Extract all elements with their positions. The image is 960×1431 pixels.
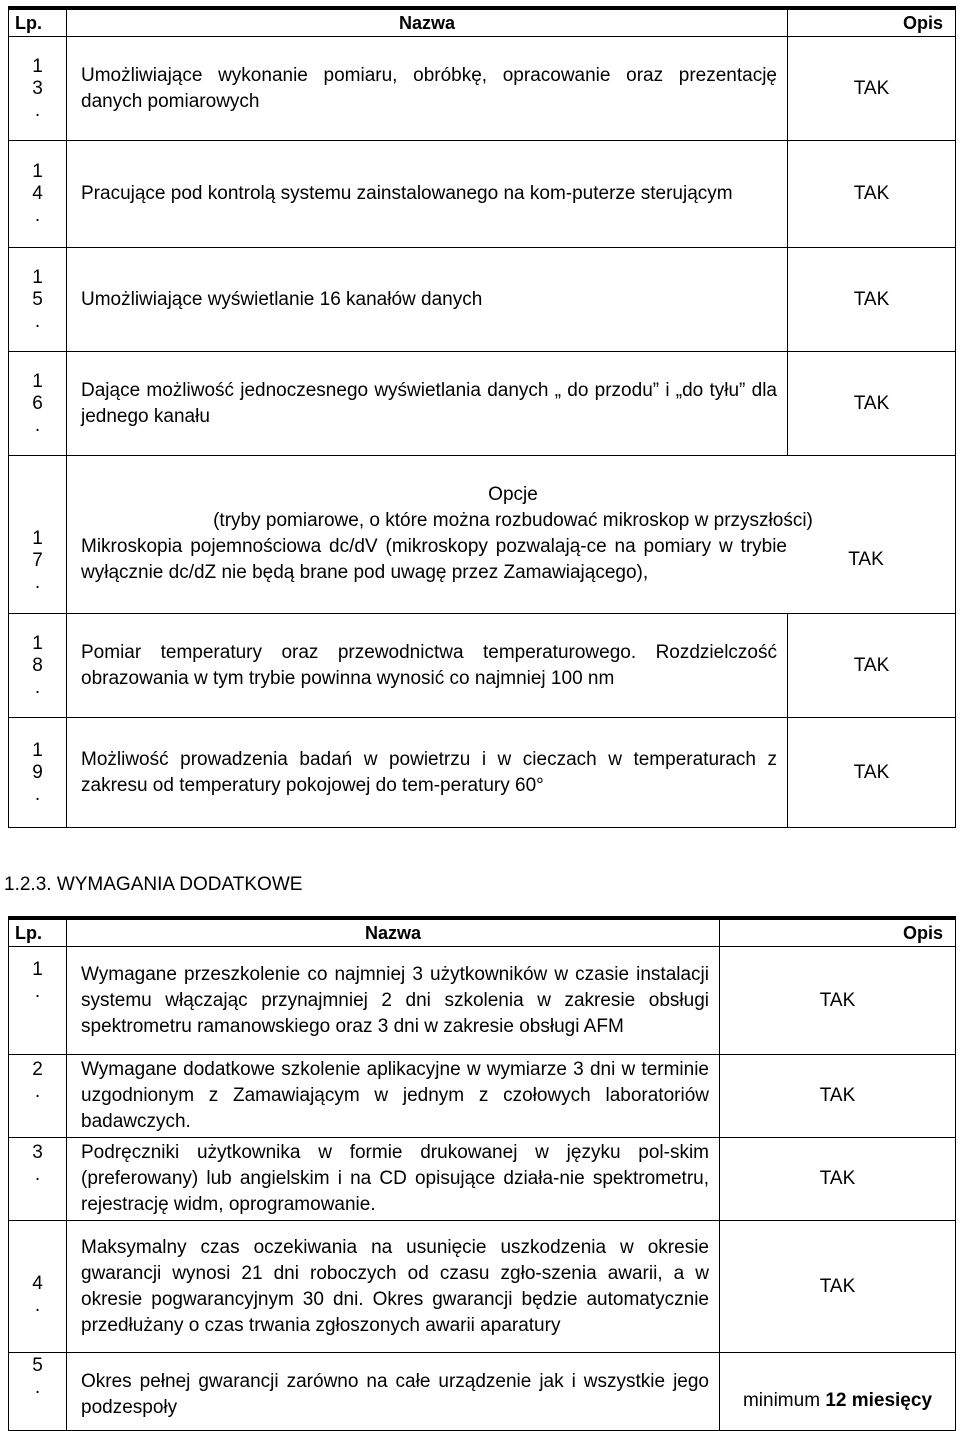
table-row bbox=[9, 352, 956, 456]
row-name: Wymagane przeszkolenie co najmniej 3 użytkowników w czasie instalacji systemu włączając przynajmniej 2 dni szkolenia w zakresie obsługi spektrometru ramanowskiego oraz 3 dni w zakresie obsługi AFM bbox=[67, 947, 720, 1055]
table-row bbox=[9, 1055, 956, 1138]
table-row bbox=[9, 614, 956, 718]
requirements-table bbox=[8, 6, 956, 828]
table-row bbox=[9, 141, 956, 248]
row-value bbox=[720, 1353, 956, 1431]
row-value: TAK bbox=[848, 548, 884, 570]
table-row bbox=[9, 1353, 956, 1431]
row-name: Umożliwiające wykonanie pomiaru, obróbkę, opracowanie oraz prezentację danych pomiarowych bbox=[67, 37, 788, 141]
header-nazwa: Nazwa bbox=[67, 8, 788, 37]
row-number: 1 . bbox=[9, 947, 67, 1055]
row-name: Pracujące pod kontrolą systemu zainstalowanego na kom-puterze sterującym bbox=[67, 141, 788, 248]
row-name: Mikroskopia pojemnościowa dc/dV (mikroskopy pozwalają-ce na pomiary w trybie wyłącznie dc/dZ nie będą brane pod uwagę przez Zamawiającego), bbox=[81, 535, 787, 583]
warranty-prefix: minimum bbox=[742, 1390, 826, 1411]
options-cell bbox=[67, 456, 956, 614]
row-number: 1 9 . bbox=[9, 718, 67, 828]
row-name: Podręczniki użytkownika w formie drukowanej w języku pol-skim (preferowany) lub angielskim i na CD opisujące działa-nie spektrometru, rejestrację widm, oprogramowanie. bbox=[67, 1138, 720, 1221]
row-number: 1 8 . bbox=[9, 614, 67, 718]
table-header-row bbox=[9, 918, 956, 947]
row-value: TAK bbox=[788, 37, 956, 141]
row-value: TAK bbox=[720, 1055, 956, 1138]
row-number: 4 . bbox=[9, 1221, 67, 1353]
table-row bbox=[9, 947, 956, 1055]
row-number: 1 4 . bbox=[9, 141, 67, 248]
options-row bbox=[81, 534, 945, 586]
row-number: 3 . bbox=[9, 1138, 67, 1221]
table-row bbox=[9, 1221, 956, 1353]
options-subtitle: (tryby pomiarowe, o które można rozbudować mikroskop w przyszłości) bbox=[213, 509, 813, 531]
row-number: 1 3 . bbox=[9, 37, 67, 141]
header-opis: Opis bbox=[788, 8, 956, 37]
row-name: Umożliwiające wyświetlanie 16 kanałów danych bbox=[67, 248, 788, 352]
row-number: 1 6 . bbox=[9, 352, 67, 456]
row-value: TAK bbox=[720, 1221, 956, 1353]
table-row bbox=[9, 718, 956, 828]
table-row bbox=[9, 1138, 956, 1221]
row-name: Dające możliwość jednoczesnego wyświetlania danych „ do przodu” i „do tyłu” dla jednego kanału bbox=[67, 352, 788, 456]
row-value: TAK bbox=[720, 1138, 956, 1221]
table-row bbox=[9, 456, 956, 614]
row-value: TAK bbox=[788, 141, 956, 248]
table-header-row bbox=[9, 8, 956, 37]
row-value: TAK bbox=[788, 248, 956, 352]
row-value: TAK bbox=[720, 947, 956, 1055]
options-title: Opcje bbox=[488, 483, 538, 505]
row-name: Maksymalny czas oczekiwania na usunięcie uszkodzenia w okresie gwarancji wynosi 21 dni roboczych od czasu zgło-szenia awarii, a w okresie pogwarancyjnym 30 dni. Okres gwarancji będzie automatycznie przedłużany o czas trwania zgłoszonych awarii aparatury bbox=[67, 1221, 720, 1353]
row-number: 2 . bbox=[9, 1055, 67, 1138]
header-nazwa: Nazwa bbox=[67, 918, 720, 947]
table-row bbox=[9, 248, 956, 352]
row-number: 1 7 . bbox=[9, 456, 67, 614]
row-name: Okres pełnej gwarancji zarówno na całe urządzenie jak i wszystkie jego podzespoły bbox=[67, 1353, 720, 1431]
row-value: TAK bbox=[788, 614, 956, 718]
warranty-duration: 12 miesięcy bbox=[825, 1390, 933, 1411]
table-row bbox=[9, 37, 956, 141]
row-name: Pomiar temperatury oraz przewodnictwa temperaturowego. Rozdzielczość obrazowania w tym trybie powinna wynosić co najmniej 100 nm bbox=[67, 614, 788, 718]
row-value: TAK bbox=[788, 352, 956, 456]
row-value: TAK bbox=[788, 718, 956, 828]
header-opis: Opis bbox=[720, 918, 956, 947]
additional-requirements-table bbox=[8, 916, 956, 1431]
row-number: 1 5 . bbox=[9, 248, 67, 352]
header-lp: Lp. bbox=[9, 918, 67, 947]
row-name: Wymagane dodatkowe szkolenie aplikacyjne w wymiarze 3 dni w terminie uzgodnionym z Zamawiającym w jednym z czołowych laboratoriów badawczych. bbox=[67, 1055, 720, 1138]
section-heading: 1.2.3. WYMAGANIA DODATKOWE bbox=[4, 874, 303, 895]
row-name: Możliwość prowadzenia badań w powietrzu i w cieczach w temperaturach z zakresu od temperatury pokojowej do tem-peratury 60° bbox=[67, 718, 788, 828]
header-lp: Lp. bbox=[9, 8, 67, 37]
row-number: 5 . bbox=[9, 1353, 67, 1431]
